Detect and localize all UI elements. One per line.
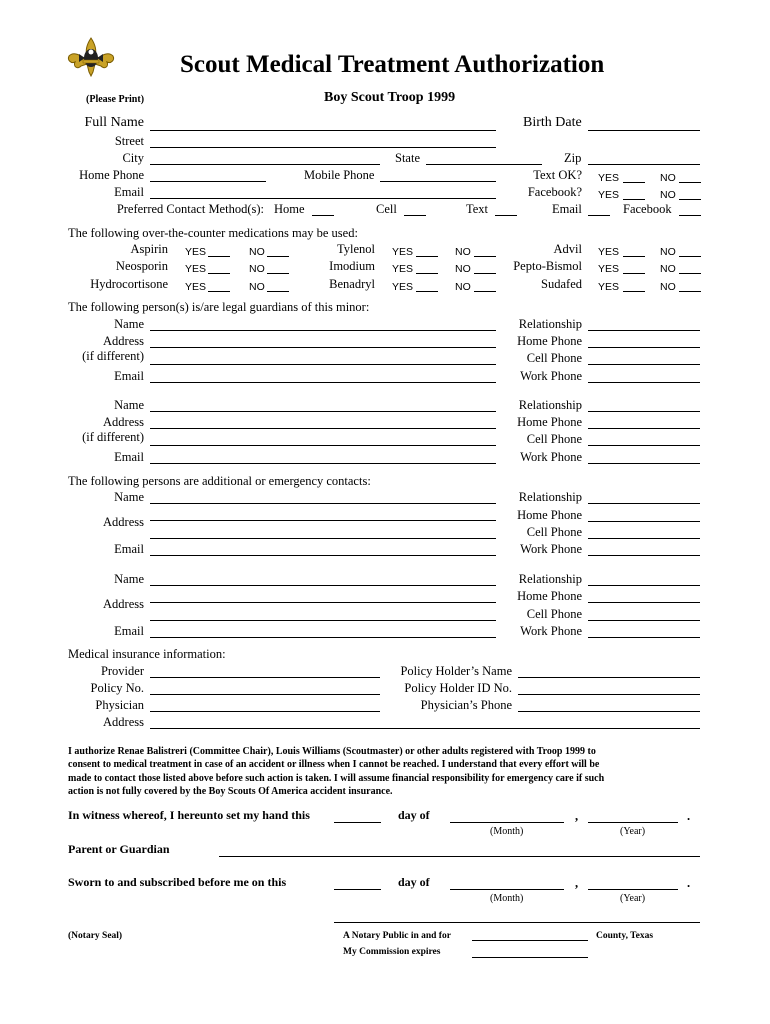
- med-hydrocortisone-no-label: NO: [249, 281, 265, 293]
- guardian1-cell-phone-field[interactable]: [588, 364, 700, 365]
- preferred-contact-label: Preferred Contact Method(s):: [116, 202, 264, 216]
- witness-year-caption: (Year): [620, 826, 646, 837]
- med-neosporin-label: Neosporin: [115, 259, 168, 273]
- state-field[interactable]: [426, 164, 542, 165]
- full-name-label: Full Name: [84, 115, 144, 130]
- notary-county-field[interactable]: [472, 940, 588, 941]
- witness-year-field[interactable]: [588, 822, 678, 823]
- contact1-address-label: Address: [103, 515, 144, 529]
- policy-no-field[interactable]: [150, 694, 380, 695]
- guardian1-home-phone-label: Home Phone: [517, 334, 582, 348]
- home-phone-label: Home Phone: [79, 168, 144, 182]
- insurance-heading: Medical insurance information:: [68, 647, 226, 661]
- street-field[interactable]: [150, 147, 496, 148]
- contact1-email-field[interactable]: [150, 555, 496, 556]
- mobile-phone-label: Mobile Phone: [304, 168, 375, 182]
- contact2-email-field[interactable]: [150, 637, 496, 638]
- guardian1-work-phone-field[interactable]: [588, 382, 700, 383]
- med-advil-no-label: NO: [660, 246, 676, 258]
- sworn-comma: ,: [575, 876, 579, 890]
- physician-field[interactable]: [150, 711, 380, 712]
- authorization-line-2: consent to medical treatment in case of an accident or illness when I cannot be reached. I understand that every effort will be: [68, 759, 600, 770]
- med-hydrocortisone-label: Hydrocortisone: [90, 277, 168, 291]
- med-pepto-bismol-yes-label: YES: [598, 263, 620, 275]
- contact-facebook-field[interactable]: [679, 215, 701, 216]
- authorization-line-3: made to contact those listed above before such action is taken. I will assume financial responsibility for emergency care if such: [68, 773, 605, 784]
- guardian1-cell-phone-label: Cell Phone: [526, 351, 582, 365]
- witness-month-field[interactable]: [450, 822, 564, 823]
- please-print-note: (Please Print): [86, 94, 145, 105]
- text-ok-label: Text OK?: [533, 168, 582, 182]
- med-hydrocortisone-no-field[interactable]: [267, 291, 289, 292]
- guardian2-work-phone-field[interactable]: [588, 463, 700, 464]
- guardian1-address-field-1[interactable]: [150, 347, 496, 348]
- med-aspirin-yes-field[interactable]: [208, 256, 230, 257]
- physician-address-label: Address: [103, 715, 144, 729]
- policy-holder-name-label: Policy Holder’s Name: [400, 664, 512, 678]
- provider-field[interactable]: [150, 677, 380, 678]
- contact2-home-phone-label: Home Phone: [517, 589, 582, 603]
- full-name-field[interactable]: [150, 130, 496, 131]
- med-pepto-bismol-yes-field[interactable]: [623, 273, 645, 274]
- text-ok-no-label: NO: [660, 172, 676, 184]
- guardian2-home-phone-label: Home Phone: [517, 415, 582, 429]
- med-pepto-bismol-no-label: NO: [660, 263, 676, 275]
- witness-label: In witness whereof, I hereunto set my hand this: [68, 808, 310, 822]
- guardian1-email-label: Email: [114, 369, 144, 383]
- contact2-cell-phone-label: Cell Phone: [526, 607, 582, 621]
- sworn-period: .: [687, 876, 691, 890]
- guardian2-relationship-field[interactable]: [588, 411, 700, 412]
- guardian2-address-field-1[interactable]: [150, 428, 496, 429]
- med-imodium-label: Imodium: [329, 259, 375, 273]
- witness-day-of-label: day of: [398, 808, 430, 822]
- physician-label: Physician: [95, 698, 144, 712]
- contact1-email-label: Email: [114, 542, 144, 556]
- med-benadryl-label: Benadryl: [329, 277, 375, 291]
- contact2-cell-phone-field[interactable]: [588, 620, 700, 621]
- contact-home-field[interactable]: [312, 215, 334, 216]
- policy-holder-id-field[interactable]: [518, 694, 700, 695]
- sworn-year-caption: (Year): [620, 893, 646, 904]
- sworn-month-caption: (Month): [490, 893, 524, 904]
- guardian2-relationship-label: Relationship: [518, 398, 582, 412]
- med-imodium-yes-label: YES: [392, 263, 414, 275]
- contact1-home-phone-field[interactable]: [588, 521, 700, 522]
- facebook-q-label: Facebook?: [527, 185, 582, 199]
- med-benadryl-yes-label: YES: [392, 281, 414, 293]
- witness-comma: ,: [575, 809, 579, 823]
- policy-no-label: Policy No.: [90, 681, 144, 695]
- guardian1-relationship-label: Relationship: [518, 317, 582, 331]
- med-sudafed-no-field[interactable]: [679, 291, 701, 292]
- county-texas-label: County, Texas: [596, 931, 654, 941]
- guardian1-home-phone-field[interactable]: [588, 347, 700, 348]
- med-imodium-no-field[interactable]: [474, 273, 496, 274]
- contact1-work-phone-label: Work Phone: [520, 542, 582, 556]
- contact2-work-phone-label: Work Phone: [520, 624, 582, 638]
- guardian2-home-phone-field[interactable]: [588, 428, 700, 429]
- provider-label: Provider: [100, 664, 144, 678]
- guardians-heading: The following person(s) is/are legal guardians of this minor:: [68, 300, 370, 314]
- med-hydrocortisone-yes-field[interactable]: [208, 291, 230, 292]
- med-benadryl-yes-field[interactable]: [416, 291, 438, 292]
- guardian1-if-different-label: (if different): [82, 349, 144, 363]
- guardian2-work-phone-label: Work Phone: [520, 450, 582, 464]
- med-sudafed-no-label: NO: [660, 281, 676, 293]
- medications-heading: The following over-the-counter medications may be used:: [68, 226, 358, 240]
- guardian2-address-field-2[interactable]: [150, 445, 496, 446]
- med-tylenol-yes-label: YES: [392, 246, 414, 258]
- med-benadryl-no-label: NO: [455, 281, 471, 293]
- med-aspirin-yes-label: YES: [185, 246, 207, 258]
- parent-guardian-signature-field[interactable]: [219, 856, 700, 857]
- guardian1-name-field[interactable]: [150, 330, 496, 331]
- med-pepto-bismol-no-field[interactable]: [679, 273, 701, 274]
- text-ok-yes-label: YES: [598, 172, 620, 184]
- zip-label: Zip: [564, 151, 582, 165]
- med-aspirin-label: Aspirin: [130, 242, 168, 256]
- sworn-day-of-label: day of: [398, 875, 430, 889]
- contact-cell-label: Cell: [376, 202, 397, 216]
- birth-date-label: Birth Date: [523, 115, 582, 130]
- commission-expires-label: My Commission expires: [343, 947, 441, 957]
- guardian2-cell-phone-label: Cell Phone: [526, 432, 582, 446]
- guardian1-relationship-field[interactable]: [588, 330, 700, 331]
- med-benadryl-no-field[interactable]: [474, 291, 496, 292]
- state-label: State: [395, 151, 420, 165]
- troop-subtitle: Boy Scout Troop 1999: [324, 90, 456, 105]
- email-label: Email: [114, 185, 144, 199]
- med-sudafed-yes-label: YES: [598, 281, 620, 293]
- med-advil-yes-label: YES: [598, 246, 620, 258]
- med-tylenol-no-field[interactable]: [474, 256, 496, 257]
- city-label: City: [122, 151, 144, 165]
- text-ok-no-field[interactable]: [679, 182, 701, 183]
- guardian1-address-label: Address: [103, 334, 144, 348]
- med-aspirin-no-field[interactable]: [267, 256, 289, 257]
- contact1-address-field-1[interactable]: [150, 520, 496, 521]
- notary-signature-field[interactable]: [334, 922, 700, 923]
- med-sudafed-label: Sudafed: [541, 277, 582, 291]
- med-tylenol-label: Tylenol: [336, 242, 375, 256]
- med-imodium-no-label: NO: [455, 263, 471, 275]
- contact1-name-field[interactable]: [150, 503, 496, 504]
- med-sudafed-yes-field[interactable]: [623, 291, 645, 292]
- facebook-yes-label: YES: [598, 189, 620, 201]
- med-advil-label: Advil: [553, 242, 582, 256]
- email-field[interactable]: [150, 198, 496, 199]
- contact2-address-field-1[interactable]: [150, 602, 496, 603]
- notary-public-label: A Notary Public in and for: [343, 931, 451, 941]
- sworn-year-field[interactable]: [588, 889, 678, 890]
- page-title: Scout Medical Treatment Authorization: [180, 51, 605, 78]
- witness-day-field[interactable]: [334, 822, 381, 823]
- med-imodium-yes-field[interactable]: [416, 273, 438, 274]
- contact-text-field[interactable]: [495, 215, 517, 216]
- contact-cell-field[interactable]: [404, 215, 426, 216]
- facebook-yes-field[interactable]: [623, 199, 645, 200]
- contact2-email-label: Email: [114, 624, 144, 638]
- facebook-no-field[interactable]: [679, 199, 701, 200]
- birth-date-field[interactable]: [588, 130, 700, 131]
- commission-expires-field[interactable]: [472, 957, 588, 958]
- contact1-name-label: Name: [114, 490, 144, 504]
- guardian2-address-label: Address: [103, 415, 144, 429]
- sworn-label: Sworn to and subscribed before me on this: [68, 875, 287, 889]
- guardian2-email-field[interactable]: [150, 463, 496, 464]
- physician-phone-field[interactable]: [518, 711, 700, 712]
- fleur-de-lis-eagle-logo-icon: [65, 36, 117, 78]
- contact-facebook-label: Facebook: [623, 202, 672, 216]
- physician-phone-label: Physician’s Phone: [420, 698, 512, 712]
- text-ok-yes-field[interactable]: [623, 182, 645, 183]
- contact2-relationship-label: Relationship: [518, 572, 582, 586]
- emergency-heading: The following persons are additional or emergency contacts:: [68, 474, 371, 488]
- guardian1-email-field[interactable]: [150, 382, 496, 383]
- witness-month-caption: (Month): [490, 826, 524, 837]
- contact2-address-field-2[interactable]: [150, 620, 496, 621]
- med-neosporin-no-field[interactable]: [267, 273, 289, 274]
- notary-seal-label: (Notary Seal): [68, 931, 123, 941]
- contact2-name-label: Name: [114, 572, 144, 586]
- guardian2-name-label: Name: [114, 398, 144, 412]
- witness-period: .: [687, 809, 691, 823]
- med-neosporin-yes-label: YES: [185, 263, 207, 275]
- guardian1-address-field-2[interactable]: [150, 364, 496, 365]
- med-pepto-bismol-label: Pepto-Bismol: [513, 259, 582, 273]
- contact2-name-field[interactable]: [150, 585, 496, 586]
- contact1-cell-phone-field[interactable]: [588, 538, 700, 539]
- guardian1-work-phone-label: Work Phone: [520, 369, 582, 383]
- contact-text-label: Text: [466, 202, 489, 216]
- med-tylenol-no-label: NO: [455, 246, 471, 258]
- authorization-line-4: action is not fully covered by the Boy Scouts Of America accident insurance.: [68, 786, 393, 797]
- mobile-phone-field[interactable]: [380, 181, 496, 182]
- med-tylenol-yes-field[interactable]: [416, 256, 438, 257]
- med-advil-no-field[interactable]: [679, 256, 701, 257]
- contact1-work-phone-field[interactable]: [588, 555, 700, 556]
- guardian2-name-field[interactable]: [150, 411, 496, 412]
- contact2-work-phone-field[interactable]: [588, 637, 700, 638]
- contact1-cell-phone-label: Cell Phone: [526, 525, 582, 539]
- contact1-home-phone-label: Home Phone: [517, 508, 582, 522]
- contact2-home-phone-field[interactable]: [588, 602, 700, 603]
- authorization-line-1: I authorize Renae Balistreri (Committee Chair), Louis Williams (Scoutmaster) or other adults registered with Troop 1999 to: [68, 746, 596, 757]
- sworn-day-field[interactable]: [334, 889, 381, 890]
- policy-holder-id-label: Policy Holder ID No.: [404, 681, 512, 695]
- parent-guardian-label: Parent or Guardian: [68, 842, 170, 856]
- guardian1-name-label: Name: [114, 317, 144, 331]
- contact2-address-label: Address: [103, 597, 144, 611]
- guardian2-cell-phone-field[interactable]: [588, 445, 700, 446]
- home-phone-field[interactable]: [150, 181, 266, 182]
- sworn-month-field[interactable]: [450, 889, 564, 890]
- med-advil-yes-field[interactable]: [623, 256, 645, 257]
- contact-email-field[interactable]: [588, 215, 610, 216]
- contact-email-label: Email: [552, 202, 582, 216]
- street-label: Street: [114, 134, 144, 148]
- facebook-no-label: NO: [660, 189, 676, 201]
- physician-address-field[interactable]: [150, 728, 700, 729]
- city-field[interactable]: [150, 164, 380, 165]
- contact1-relationship-field[interactable]: [588, 503, 700, 504]
- contact1-address-field-2[interactable]: [150, 538, 496, 539]
- zip-field[interactable]: [588, 164, 700, 165]
- guardian2-if-different-label: (if different): [82, 430, 144, 444]
- policy-holder-name-field[interactable]: [518, 677, 700, 678]
- contact2-relationship-field[interactable]: [588, 585, 700, 586]
- med-neosporin-yes-field[interactable]: [208, 273, 230, 274]
- med-neosporin-no-label: NO: [249, 263, 265, 275]
- contact-home-label: Home: [274, 202, 305, 216]
- guardian2-email-label: Email: [114, 450, 144, 464]
- med-hydrocortisone-yes-label: YES: [185, 281, 207, 293]
- med-aspirin-no-label: NO: [249, 246, 265, 258]
- contact1-relationship-label: Relationship: [518, 490, 582, 504]
